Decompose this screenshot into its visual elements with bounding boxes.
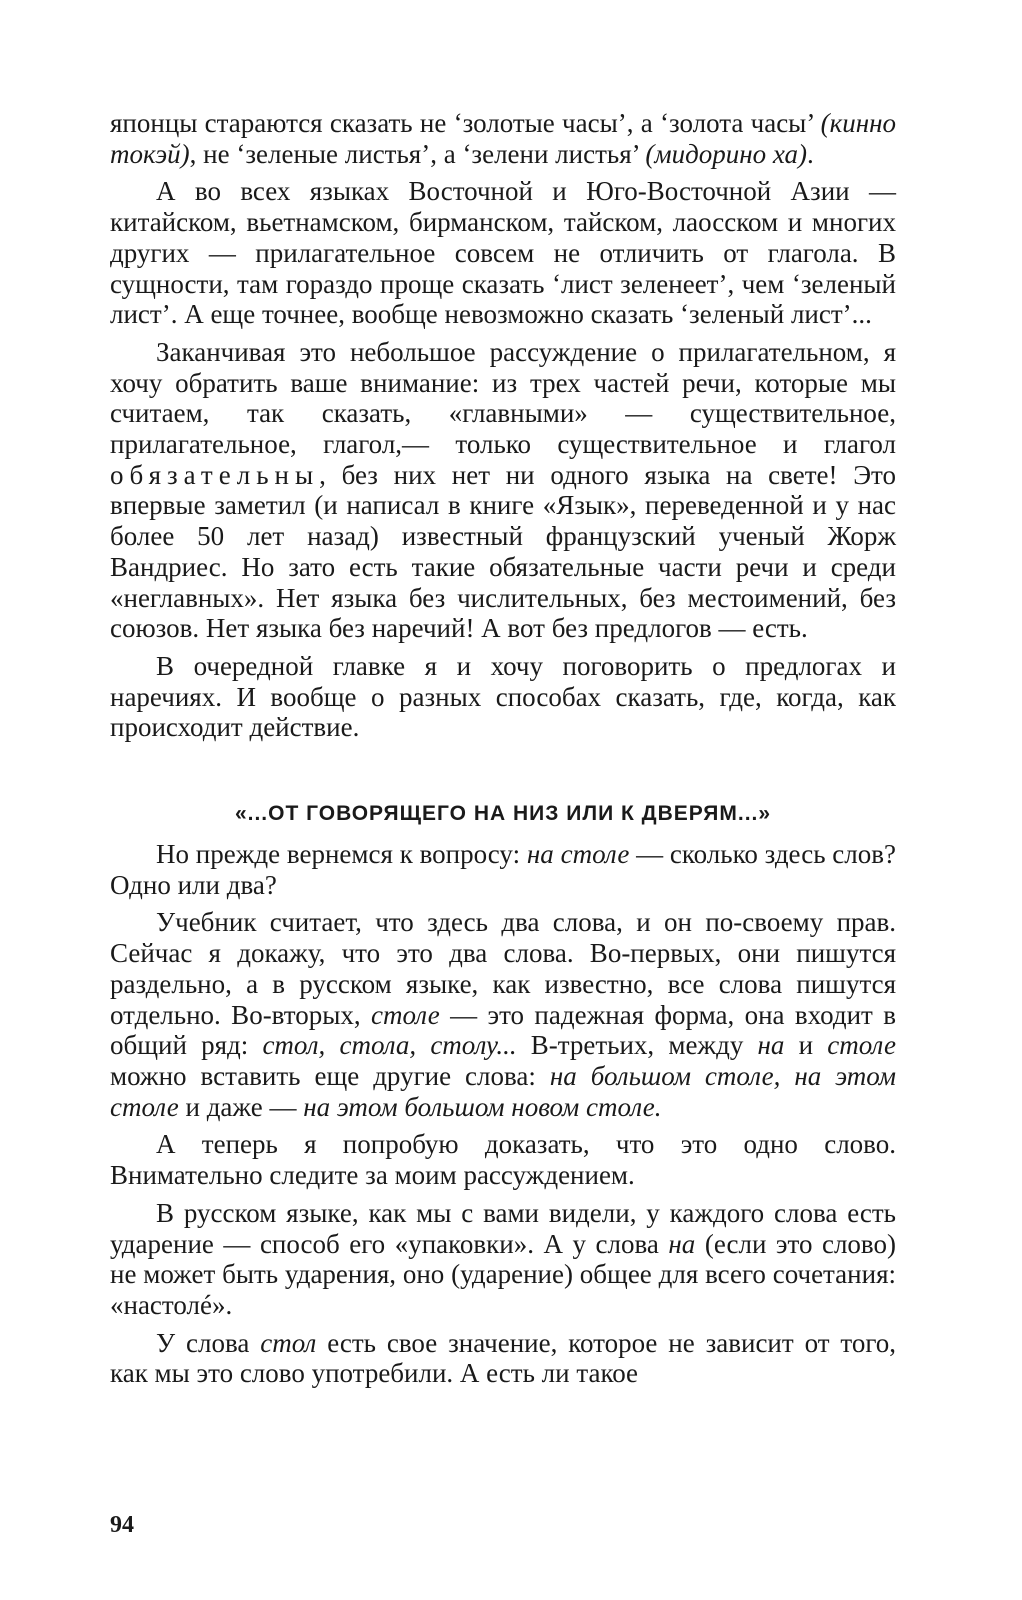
italic-text: (мидорино ха) bbox=[645, 138, 808, 169]
text-segment: есть свое значение, которое не зависит от того, как мы это слово употребили. А есть ли такое bbox=[110, 1327, 897, 1389]
text-segment: японцы стараются сказать не ‘золотые часы’, а ‘золота часы’ bbox=[110, 108, 821, 138]
text-segment: , не ‘зеленые листья’, а ‘зелени листья’ bbox=[189, 138, 646, 169]
text-block-after-heading bbox=[110, 839, 896, 1389]
italic-text: на bbox=[668, 1228, 696, 1259]
text-segment: и bbox=[784, 1030, 828, 1061]
italic-text: стол bbox=[260, 1327, 317, 1358]
italic-text: столе bbox=[827, 1030, 896, 1061]
text-segment: Заканчивая это небольшое рассуждение о прилагательном, я хочу обратить ваше внимание: из трех частей речи, которые мы считаем, так сказать, «главными» — существительное, прилагательное, глагол,— только существительное и глагол bbox=[110, 336, 896, 460]
spaced-emphasis-text: обязательны bbox=[110, 459, 320, 490]
paragraph bbox=[110, 108, 896, 169]
paragraph bbox=[110, 176, 896, 330]
italic-text: стол, стола, столу... bbox=[262, 1030, 517, 1061]
text-segment: А во всех языках Восточной и Юго-Восточной Азии — китайском, вьетнамском, бирманском, тайском, лаосском и многих других — прилагательное совсем не отличить от глагола. В сущности, там гораздо проще сказать ‘лист зеленеет’, чем ‘зеленый лист’. А еще точнее, вообще невозможно сказать ‘зеленый лист’... bbox=[110, 176, 896, 330]
paragraph bbox=[110, 651, 896, 743]
text-segment: — сколько здесь слов? Одно или два? bbox=[110, 839, 896, 900]
paragraph bbox=[110, 337, 896, 644]
text-segment: — это падежная форма, она входит в общий ряд: bbox=[110, 999, 896, 1061]
paragraph bbox=[110, 839, 896, 900]
book-page bbox=[110, 108, 896, 1396]
text-segment: В русском языке, как мы с вами видели, у каждого слова есть ударение — способ его «упаковки». А у слова bbox=[110, 1197, 896, 1259]
italic-text: столе bbox=[370, 999, 440, 1030]
paragraph bbox=[110, 1129, 896, 1190]
text-segment: У слова bbox=[156, 1327, 261, 1358]
text-segment: Но прежде вернемся к вопросу: bbox=[156, 839, 527, 870]
text-block-before-heading bbox=[110, 108, 896, 743]
text-segment: (если это слово) не может быть ударения, оно (ударение) общее для всего сочетания: «настолé». bbox=[110, 1228, 896, 1320]
text-segment: Учебник считает, что здесь два слова, и он по-своему прав. Сейчас я докажу, что это два слова. Во-первых, они пишутся раздельно, а в русском языке, как известно, все слова пишутся отдельно. Во-вторых, bbox=[110, 907, 896, 1030]
paragraph bbox=[110, 1328, 896, 1389]
text-segment: , без них нет ни одного языка на свете! Это впервые заметил (и написал в книге «Язык», переведенной и у нас более 50 лет назад) известный французский ученый Жорж Вандриес. Но зато есть такие обязательные части речи и среди «неглавных». Нет языка без числительных, без местоимений, без союзов. Нет языка без наречий! А вот без предлогов — есть. bbox=[110, 459, 896, 644]
text-segment: В-третьих, между bbox=[516, 1030, 758, 1061]
page-number: 94 bbox=[110, 1512, 134, 1538]
text-segment: А теперь я попробую доказать, что это одно слово. Внимательно следите за моим рассуждением. bbox=[110, 1129, 896, 1191]
section-heading: «...ОТ ГОВОРЯЩЕГО НА НИЗ ИЛИ К ДВЕРЯМ...» bbox=[234, 802, 772, 826]
paragraph bbox=[110, 1198, 896, 1321]
text-segment: В очередной главке я и хочу поговорить о предлогах и наречиях. И вообще о разных способах сказать, где, когда, как происходит действие. bbox=[110, 650, 896, 743]
italic-text: на этом большом новом столе. bbox=[303, 1091, 662, 1122]
italic-text: на столе bbox=[526, 839, 630, 870]
italic-text: на bbox=[757, 1030, 785, 1061]
paragraph bbox=[110, 907, 896, 1122]
text-segment: можно вставить еще другие слова: bbox=[110, 1060, 550, 1091]
italic-text: на большом столе, на этом столе bbox=[110, 1060, 896, 1122]
italic-text: (кинно токэй) bbox=[110, 108, 896, 169]
text-segment: . bbox=[807, 138, 814, 169]
text-segment: и даже — bbox=[178, 1091, 304, 1122]
